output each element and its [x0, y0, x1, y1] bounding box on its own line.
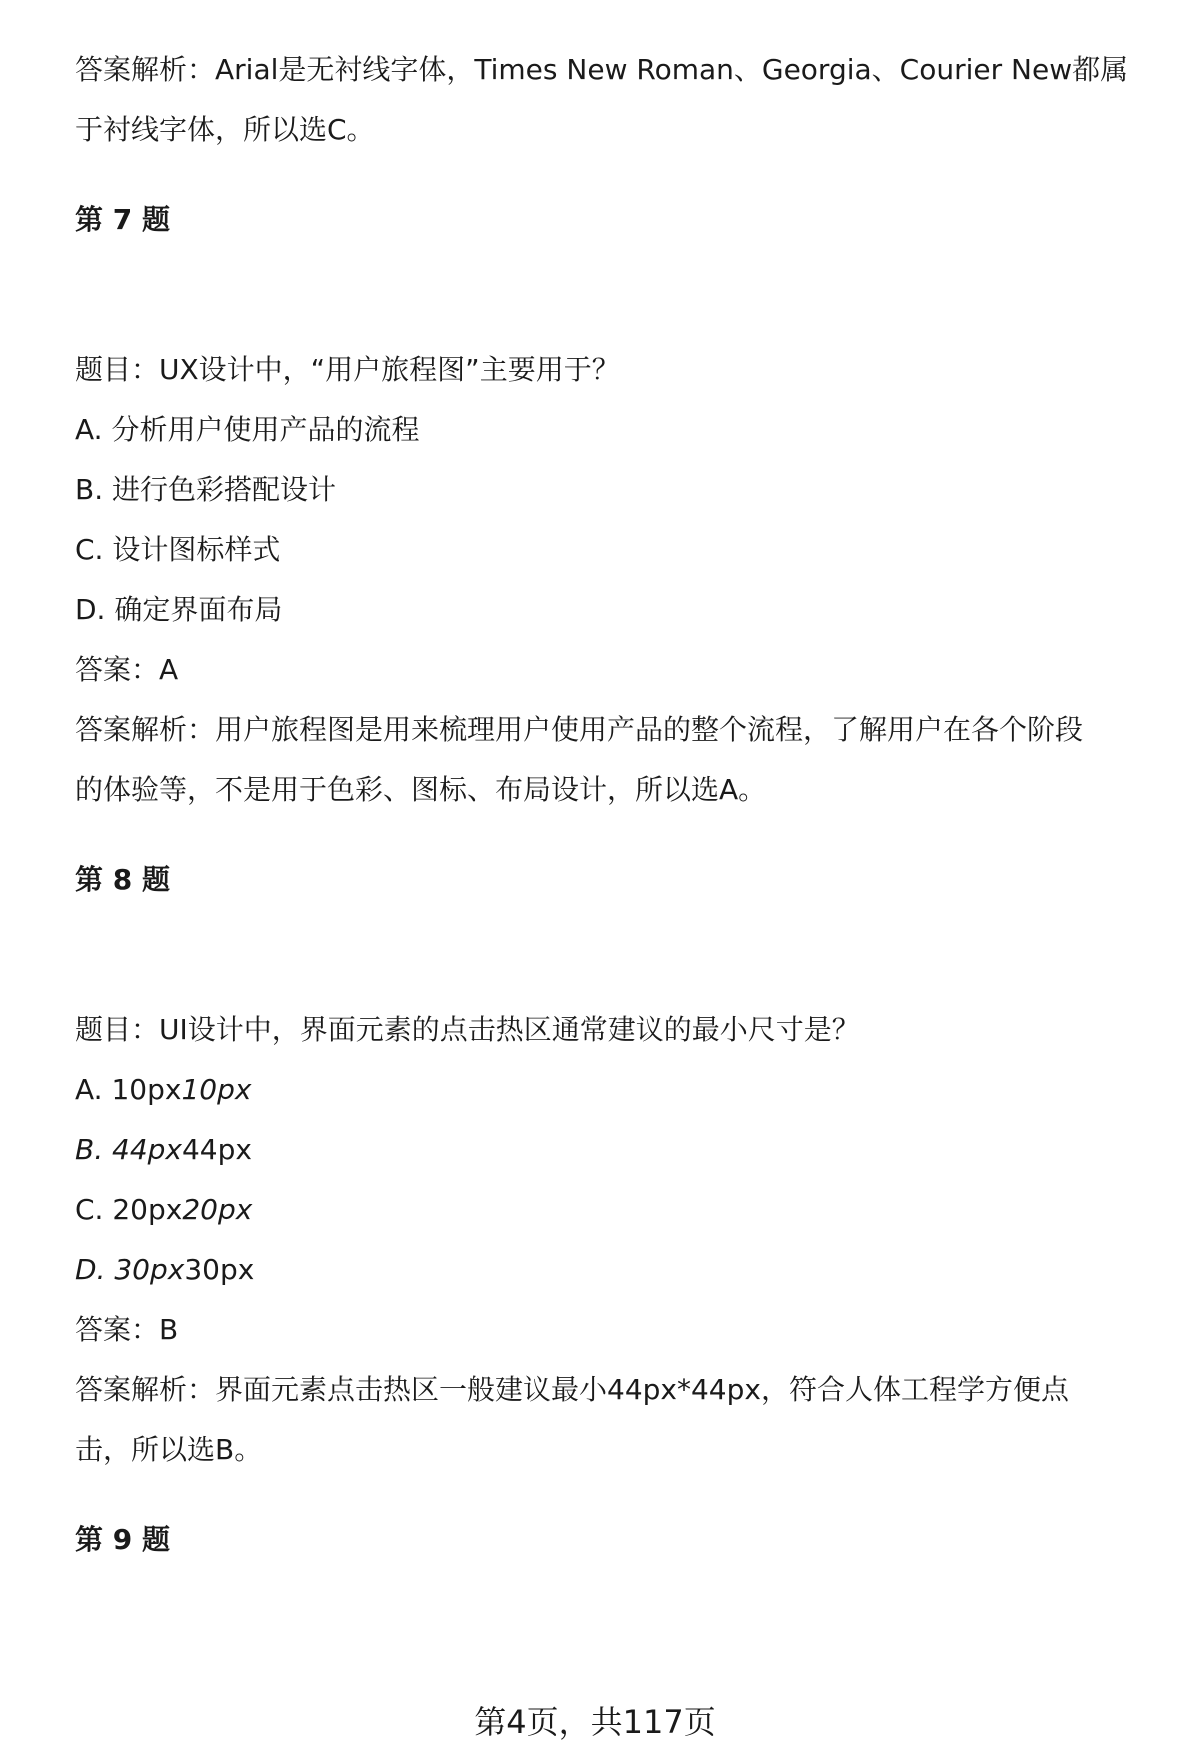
q8-option-c-italic: 20px	[182, 1193, 253, 1226]
q8-option-c-normal: C. 20px	[75, 1193, 183, 1226]
q8-option-a-italic: 10px	[181, 1073, 252, 1106]
q9-heading: 第 9 题	[75, 1523, 170, 1556]
q7-option-c: C. 设计图标样式	[75, 533, 281, 566]
q8-option-d-italic: D. 30px	[75, 1253, 185, 1286]
q7-question: 题目：UX设计中，“用户旅程图”主要用于？	[75, 353, 620, 386]
q7-option-d: D. 确定界面布局	[75, 593, 283, 626]
q8-option-d-normal: 30px	[184, 1253, 255, 1286]
q8-option-c	[75, 1192, 252, 1228]
q6-explanation-line1: 答案解析：Arial是无衬线字体，Times New Roman、Georgia、Courier New都属	[75, 53, 1129, 86]
q8-option-a	[75, 1072, 251, 1108]
q8-option-b-italic: B. 44px	[75, 1133, 182, 1166]
q8-heading: 第 8 题	[75, 863, 170, 896]
q7-option-b: B. 进行色彩搭配设计	[75, 473, 337, 506]
q8-option-b-normal: 44px	[181, 1133, 252, 1166]
q8-option-a-normal: A. 10px	[75, 1073, 182, 1106]
q7-answer: 答案：A	[75, 653, 179, 686]
q6-explanation-line2: 于衬线字体，所以选C。	[75, 113, 375, 146]
q8-option-b	[75, 1132, 252, 1168]
q8-option-d	[75, 1252, 254, 1288]
q8-explanation-line2: 击，所以选B。	[75, 1433, 263, 1466]
q8-question: 题目：UI设计中，界面元素的点击热区通常建议的最小尺寸是？	[75, 1013, 860, 1046]
q7-explanation-line2: 的体验等，不是用于色彩、图标、布局设计，所以选A。	[75, 773, 767, 806]
q7-option-a: A. 分析用户使用产品的流程	[75, 413, 420, 446]
q7-explanation-line1: 答案解析：用户旅程图是用来梳理用户使用产品的整个流程，了解用户在各个阶段	[75, 713, 1084, 746]
page-number-footer: 第4页，共117页	[474, 1703, 716, 1741]
q8-explanation-line1: 答案解析：界面元素点击热区一般建议最小44px*44px，符合人体工程学方便点	[75, 1373, 1069, 1406]
q7-heading: 第 7 题	[75, 203, 170, 236]
q8-answer: 答案：B	[75, 1313, 179, 1346]
